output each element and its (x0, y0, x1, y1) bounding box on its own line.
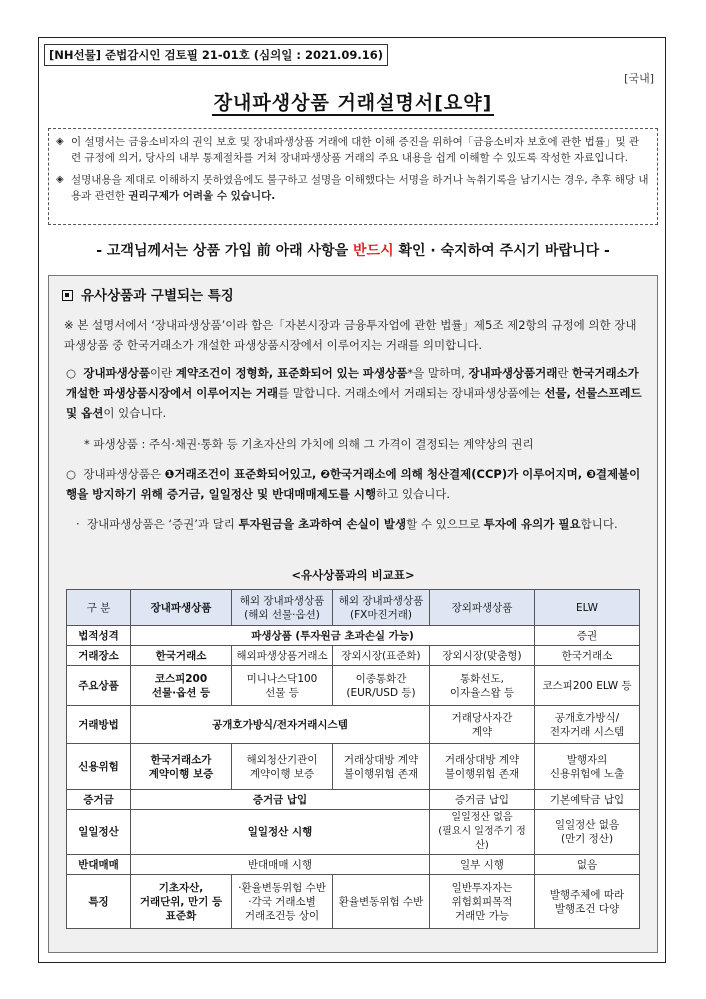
table-cell: 일일정산 없음 (만기 정산) (535, 810, 640, 855)
notice-para-2 (71, 172, 649, 204)
row-header: 반대매매 (67, 855, 131, 875)
table-cell: 한국거래소 (131, 646, 232, 666)
section-heading-text: 유사상품과 구별되는 특징 (81, 288, 234, 304)
table-cell: 기본예탁금 납입 (535, 790, 640, 810)
comparison-table (66, 589, 640, 929)
table-cell: 일반투자자는 위험회피목적 거래만 가능 (430, 875, 535, 929)
table-caption: <유사상품과의 비교표> (291, 568, 415, 582)
notice-box (48, 128, 658, 225)
table-row (67, 666, 640, 706)
notice-para-1: ◈ 이 설명서는 금융소비자의 권익 보호 및 장내파생상품 거래에 대한 이해 증진을 위하여「금융소비자 보호에 관한 법률」및 관련 규정에 의거, 당사의 내부 통제절차를 거쳐 장내파생상품 거래의 주요 내용을 쉽게 이해할 수 있도록 작성한 자료입니다. (71, 134, 649, 166)
text: 할 수 있으므로 (406, 517, 484, 531)
row-header: 거래장소 (67, 646, 131, 666)
page-title (0, 88, 706, 115)
header-cell: ELW (535, 590, 640, 626)
text: 장내파생상품은 ‘증권’과 달리 (86, 517, 239, 531)
header-cell: 장외파생상품 (430, 590, 535, 626)
table-cell: 코스피200 선물·옵션 등 (131, 666, 232, 706)
table-cell: 발행자의 신용위험에 노출 (535, 744, 640, 790)
bold-term: 장내파생상품거래 (468, 366, 558, 380)
table-header-row (67, 590, 640, 626)
table-cell: 증거금 납입 (430, 790, 535, 810)
table-row (67, 646, 640, 666)
bullet-paragraph-2: ○ 장내파생상품은 ❶거래조건이 표준화되어있고, ❷한국거래소에 의해 청산결제(CCP)가 이루어지며, ❸결제불이행을 방지하기 위해 증거금, 일일정산 및 반대매매제도를 시행하고 있습니다. (66, 467, 641, 501)
table-cell: 기초자산, 거래단위, 만기 등 표준화 (131, 875, 232, 929)
table-cell: 거래당사자간 계약 (430, 706, 535, 744)
table-cell: 이종통화간 (EUR/USD 등) (333, 666, 430, 706)
table-cell: 증거금 납입 (131, 790, 430, 810)
table-cell: 발행주체에 따라 발행조건 다양 (535, 875, 640, 929)
table-row (67, 810, 640, 855)
bold-term: 투자원금을 초과하여 손실이 발생 (238, 517, 407, 531)
bold-term: 계약조건이 정형화, 표준화되어 있는 파생상품 (175, 366, 408, 380)
table-cell: 장외시장(맞춤형) (430, 646, 535, 666)
table-cell: 증권 (535, 626, 640, 646)
notice-para-2-text: 설명내용을 제대로 이해하지 못하였음에도 불구하고 설명을 이해했다는 서명을 하거나 녹취기록을 남기시는 경우, 추후 해당 내용과 관련한 (71, 174, 649, 202)
header-cell: 장내파생상품 (131, 590, 232, 626)
footnote: * 파생상품 : 주식·채권·통화 등 기초자산의 가치에 의해 그 가격이 결정되는 계약상의 권리 (84, 437, 534, 451)
header-cell: 해외 장내파생상품 (FX마진거래) (333, 590, 430, 626)
row-header: 거래방법 (67, 706, 131, 744)
row-header: 법적성격 (67, 626, 131, 646)
banner-text-b: 확인 · 숙지하여 주시기 바랍니다 - (393, 243, 610, 259)
bullet-paragraph-3: · 장내파생상품은 ‘증권’과 달리 투자원금을 초과하여 손실이 발생할 수 있으므로 투자에 유의가 필요합니다. (76, 517, 618, 531)
row-header: 증거금 (67, 790, 131, 810)
table-cell: 코스피200 ELW 등 (535, 666, 640, 706)
table-cell: 공개호가방식/ 전자거래 시스템 (535, 706, 640, 744)
header-cell: 해외 장내파생상품 (해외 선물·옵션) (232, 590, 333, 626)
notice-para-2-emphasis: 권리구제가 어려울 수 있습니다. (128, 190, 276, 202)
warning-banner (0, 240, 706, 260)
table-cell: 한국거래소 (535, 646, 640, 666)
table-cell: 거래상대방 계약 불이행위험 존재 (333, 744, 430, 790)
header-cell: 구 분 (67, 590, 131, 626)
text: 를 말합니다. 거래소에서 거래되는 장내파생상품에는 (277, 386, 545, 400)
text: 합니다. (580, 517, 618, 531)
text: 장내파생상품은 (83, 467, 165, 481)
text: 하고 있습니다. (376, 487, 451, 501)
table-cell: ·환율변동위험 수반 ·각국 거래소별 거래조건등 상이 (232, 875, 333, 929)
table-row (67, 790, 640, 810)
table-cell: 일일정산 시행 (131, 810, 430, 855)
table-cell: 거래상대방 계약 불이행위험 존재 (430, 744, 535, 790)
table-cell: 일일정산 없음 (필요시 일정주기 정산) (430, 810, 535, 855)
bold-term: 장내파생상품 (83, 366, 151, 380)
bullet-paragraph-1: ○ 장내파생상품이란 계약조건이 정형화, 표준화되어 있는 파생상품*을 말하며, 장내파생상품거래란 한국거래소가 개설한 파생상품시장에서 이루어지는 거래를 말합니다. 거래소에서 거래되는 장내파생상품에는 선물, 선물스프레드 및 옵션이 있습니다. (66, 366, 642, 420)
table-cell: 없음 (535, 855, 640, 875)
table-cell: 미니나스닥100 선물 등 (232, 666, 333, 706)
definition-paragraph: ※ 본 설명서에서 ‘장내파생상품’이라 함은「자본시장과 금융투자업에 관한 법률」제5조 제2항의 규정에 의한 장내파생상품 중 한국거래소가 개설한 파생상품시장에서 이루어지는 거래를 의미합니다. (64, 318, 637, 352)
table-cell: 장외시장(표준화) (333, 646, 430, 666)
row-header: 신용위험 (67, 744, 131, 790)
compliance-label: [NH선물] 준법감시인 검토필 21-01호 (심의일 : 2021.09.16) (44, 44, 388, 66)
table-row (67, 855, 640, 875)
banner-text-a: - 고객님께서는 상품 가입 前 아래 사항을 (96, 243, 354, 259)
table-row (67, 626, 640, 646)
banner-red-text: 반드시 (353, 243, 394, 259)
table-cell: 통화선도, 이자율스왑 등 (430, 666, 535, 706)
text: 이 있습니다. (103, 406, 167, 420)
table-cell: 한국거래소가 계약이행 보증 (131, 744, 232, 790)
text: 이란 (150, 366, 176, 380)
table-cell: 환율변동위험 수반 (333, 875, 430, 929)
table-cell: 공개호가방식/전자거래시스템 (131, 706, 430, 744)
table-row (67, 706, 640, 744)
row-header: 일일정산 (67, 810, 131, 855)
table-cell: 반대매매 시행 (131, 855, 430, 875)
table-cell: 해외파생상품거래소 (232, 646, 333, 666)
row-header: 주요상품 (67, 666, 131, 706)
text: 란 (557, 366, 573, 380)
table-row (67, 744, 640, 790)
title-text: 장내파생상품 거래설명서[요약] (213, 92, 493, 114)
table-cell: 일부 시행 (430, 855, 535, 875)
domestic-tag: [국내] (624, 72, 654, 85)
text: *을 말하며, (407, 366, 469, 380)
bold-term: 투자에 유의가 필요 (483, 517, 581, 531)
bold-term: 선물, 선물스프레드 및 옵션 (66, 386, 642, 420)
bold-term: ❶거래조건이 표준화되어있고, ❷한국거래소에 의해 청산결제(CCP)가 이루어지며, ❸결제불이행을 방지하기 위해 증거금, 일일정산 및 반대매매제도를 시행 (66, 467, 641, 501)
table-row (67, 875, 640, 929)
table-cell: 파생상품 (투자원금 초과손실 가능) (131, 626, 535, 646)
row-header: 특징 (67, 875, 131, 929)
bold-term: 한국거래소가 개설한 파생상품시장에서 이루어지는 거래 (66, 366, 639, 400)
table-cell: 해외청산기관이 계약이행 보증 (232, 744, 333, 790)
section-heading (62, 284, 234, 304)
square-bullet-icon (62, 290, 73, 301)
